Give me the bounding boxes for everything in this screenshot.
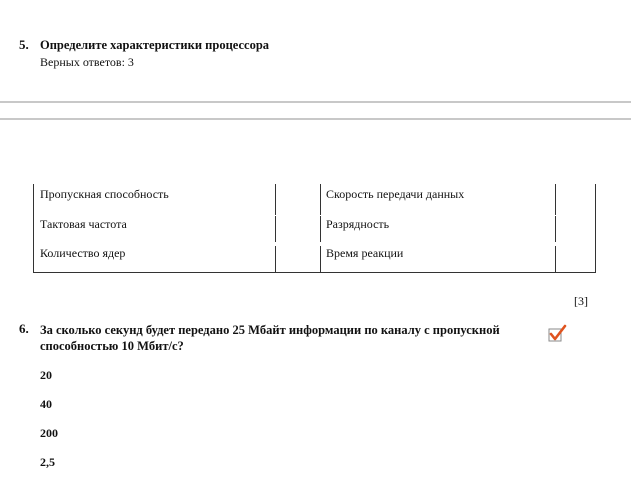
table-border bbox=[555, 246, 556, 273]
table-border bbox=[33, 272, 596, 273]
option-item[interactable]: Скорость передачи данных bbox=[326, 187, 465, 201]
options-table bbox=[33, 184, 596, 273]
option-item[interactable]: Пропускная способность bbox=[40, 187, 169, 201]
option-item[interactable]: Количество ядер bbox=[40, 246, 126, 260]
option-item[interactable]: Время реакции bbox=[326, 246, 404, 260]
question-number: 5. bbox=[19, 37, 29, 52]
question-text: За сколько секунд будет передано 25 Мбайт информации по каналу с пропускной способностью 10 Мбит/с? bbox=[40, 323, 500, 353]
table-border bbox=[275, 246, 276, 273]
score-label: [3] bbox=[574, 294, 588, 308]
option-item[interactable]: Тактовая частота bbox=[40, 217, 127, 231]
table-border bbox=[555, 216, 556, 242]
answer-option[interactable]: 2,5 bbox=[40, 455, 55, 469]
table-border bbox=[320, 184, 321, 215]
question-number: 6. bbox=[19, 321, 29, 336]
correct-answers-count: Верных ответов: 3 bbox=[40, 55, 134, 69]
table-border bbox=[275, 216, 276, 242]
table-border bbox=[33, 184, 34, 273]
table-border bbox=[595, 184, 596, 273]
answer-option[interactable]: 200 bbox=[40, 426, 58, 440]
option-item[interactable]: Разрядность bbox=[326, 217, 390, 231]
separator bbox=[0, 101, 631, 103]
table-border bbox=[275, 184, 276, 215]
question-title: Определите характеристики процессора bbox=[40, 38, 270, 52]
separator bbox=[0, 118, 631, 120]
table-border bbox=[320, 246, 321, 273]
checkmark-icon bbox=[547, 324, 567, 344]
table-border bbox=[555, 184, 556, 215]
answer-option[interactable]: 20 bbox=[40, 368, 52, 382]
answer-option[interactable]: 40 bbox=[40, 397, 52, 411]
table-border bbox=[320, 216, 321, 242]
